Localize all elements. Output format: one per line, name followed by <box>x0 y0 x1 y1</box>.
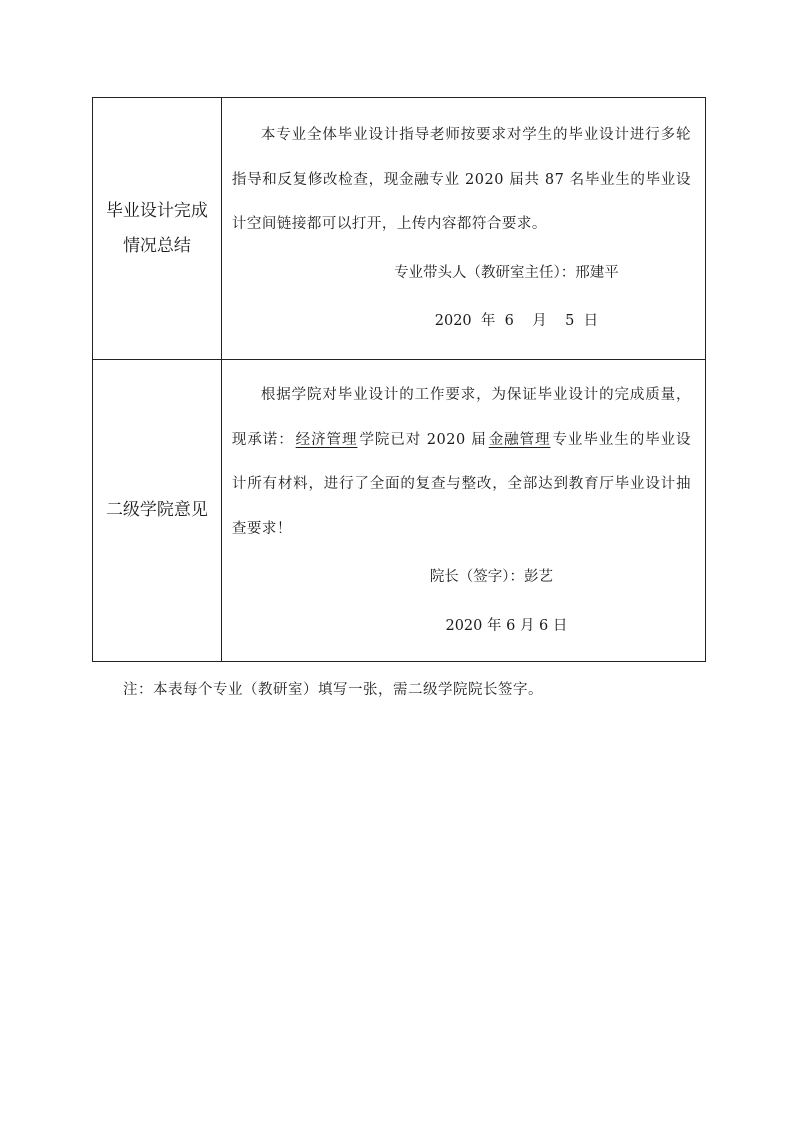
college-content-cell <box>221 360 705 662</box>
summary-label-line1: 毕业设计完成 <box>105 200 208 221</box>
college-paragraph <box>232 373 691 551</box>
college-date: 2020 年 6 月 6 日 <box>445 617 568 634</box>
dean-signer: 院长（签字）：彭艺 <box>429 569 554 585</box>
college-label: 二级学院意见 <box>105 500 208 520</box>
college-text-part3: 专业毕业生的毕业设计所有材料，进行了全面的复查与整改，全部达到教育厅毕业设计抽查要求！ <box>231 431 692 537</box>
summary-label-line2: 情况总结 <box>122 235 191 256</box>
summary-content-cell <box>221 98 705 360</box>
summary-signer: 专业带头人（教研室主任）：邢建平 <box>394 264 619 281</box>
college-text-part2: 学院已对 2020 届 <box>359 431 487 448</box>
major-name-field: 金融管理 <box>488 431 551 448</box>
footnote: 注：本表每个专业（教研室）填写一张，需二级学院院长签字。 <box>123 682 543 698</box>
summary-date: 2020 年 6 月 5 日 <box>434 313 599 330</box>
summary-paragraph: 本专业全体毕业设计指导老师按要求对学生的毕业设计进行多轮指导和反复修改检查，现金融专业 2020 届共 87 名毕业生的毕业设计空间链接都可以打开，上传内容都符合要求。 <box>231 127 691 233</box>
college-label-cell <box>93 360 222 662</box>
college-name-field: 经济管理 <box>295 431 358 448</box>
summary-row <box>93 98 706 360</box>
summary-label-cell <box>93 98 222 360</box>
evaluation-table <box>92 97 706 662</box>
college-row <box>93 360 706 662</box>
college-text-part1: 根据学院对毕业设计的工作要求，为保证毕业设计的完成质量，现承诺： <box>231 387 691 448</box>
